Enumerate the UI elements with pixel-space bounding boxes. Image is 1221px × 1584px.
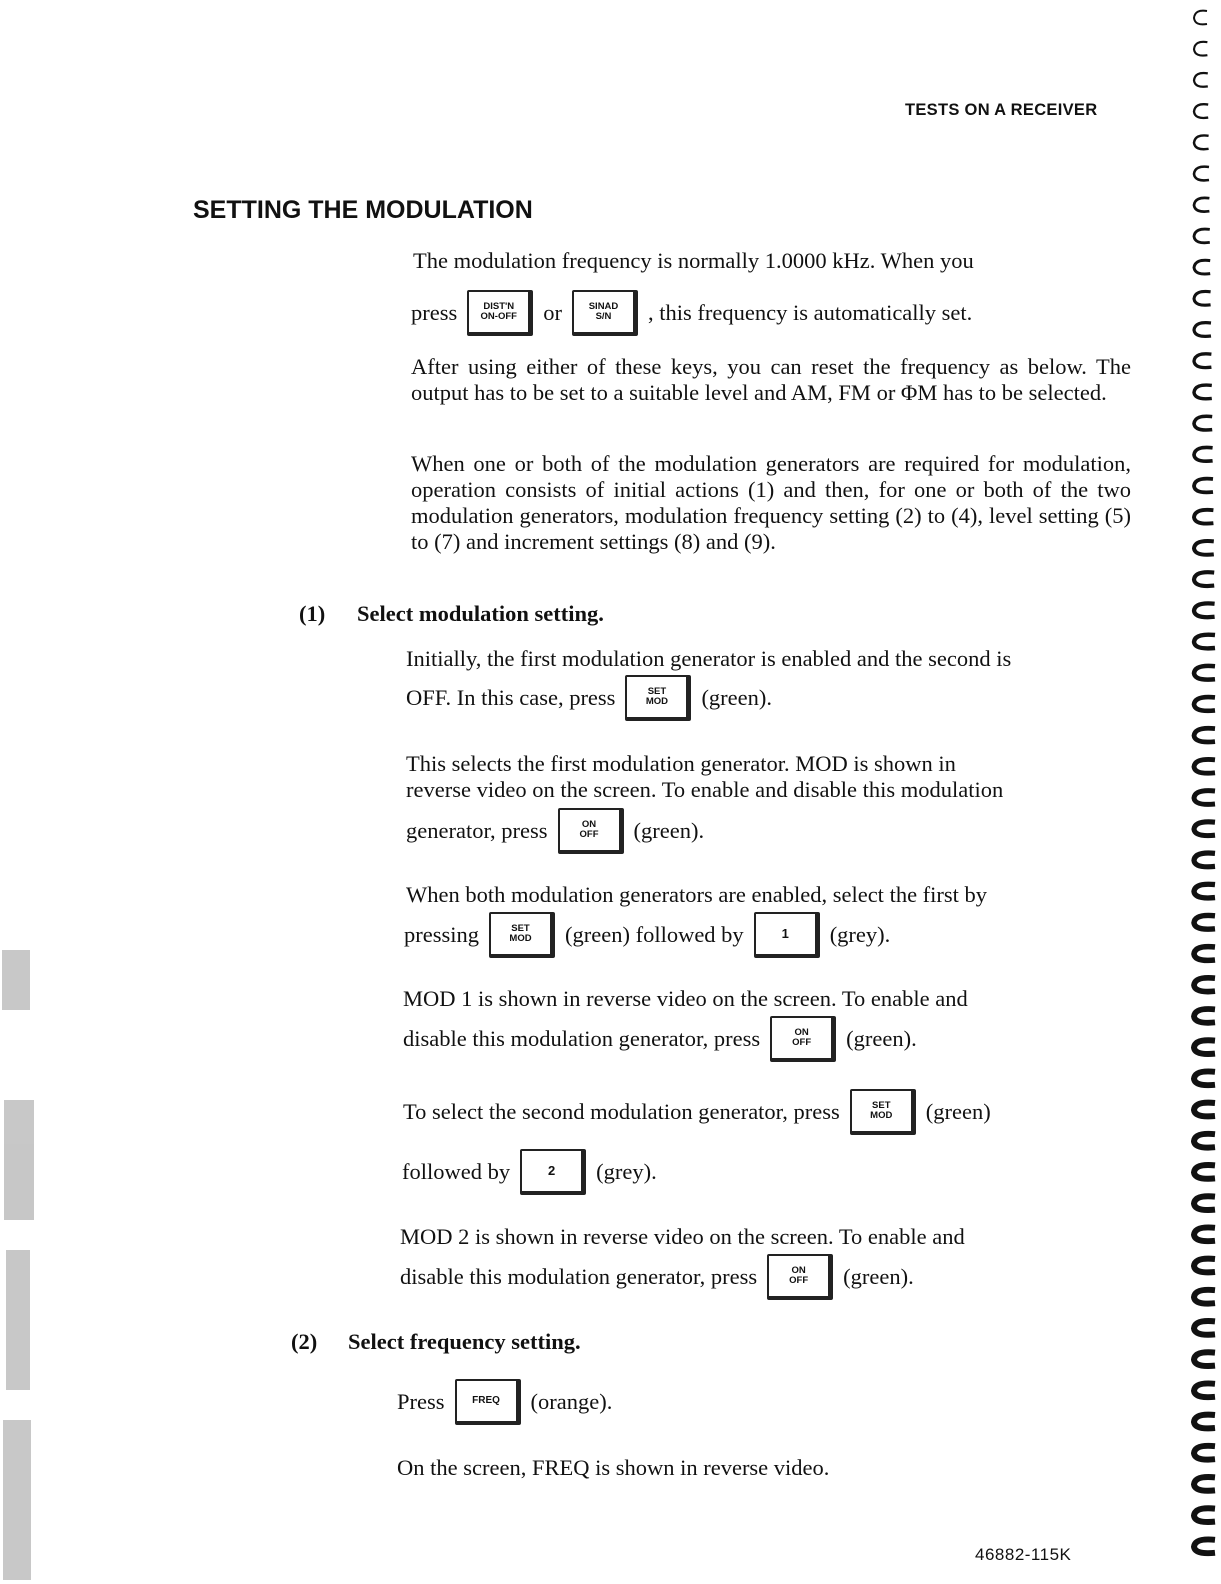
binding-ring	[1194, 1477, 1215, 1491]
step1-b-line-3: generator, press ON OFF (green).	[406, 808, 704, 854]
binding-ring	[1194, 354, 1211, 368]
step1-b-line-2: reverse video on the screen. To enable and disable this modulation	[406, 777, 1004, 802]
binding-ring	[1194, 791, 1215, 805]
binding-ring	[1194, 947, 1215, 961]
binding-ring	[1194, 759, 1215, 773]
binding-ring	[1194, 1134, 1215, 1148]
binding-ring	[1194, 104, 1208, 118]
binding-ring	[1194, 385, 1212, 399]
step1-d-line-2: disable this modulation generator, press ON OFF (green).	[403, 1016, 917, 1062]
binding-marks	[1181, 0, 1217, 1584]
binding-ring	[1194, 1446, 1215, 1460]
on-off-key: ON OFF	[767, 1254, 833, 1300]
binding-ring	[1194, 260, 1210, 274]
intro-key-line	[411, 290, 972, 336]
step1-d-line-1: MOD 1 is shown in reverse video on the screen. To enable and	[403, 986, 968, 1011]
binding-ring	[1194, 1539, 1215, 1553]
scan-noise-left	[0, 920, 40, 1584]
binding-ring	[1194, 1165, 1215, 1179]
set-mod-key: SET MOD	[850, 1089, 916, 1135]
binding-ring	[1194, 510, 1213, 524]
binding-ring	[1194, 73, 1208, 87]
intro-rest: , this frequency is automatically set.	[648, 300, 973, 325]
intro-paragraph-generators: When one or both of the modulation generators are required for modulation, operation consists of initial actions (1) and then, for one or both of the two modulation generators, modulation frequency setting (2) to (4), level setting (5) to (7) and increment settings (8) and (9).	[411, 451, 1131, 554]
binding-ring	[1194, 853, 1215, 867]
distn-on-off-key: DIST'N ON-OFF	[467, 290, 533, 336]
binding-ring	[1194, 884, 1215, 898]
binding-ring	[1194, 572, 1214, 586]
binding-ring	[1194, 697, 1215, 711]
step2-note: On the screen, FREQ is shown in reverse video.	[397, 1455, 830, 1480]
press-word: press	[411, 300, 458, 325]
step1-f-line-1: MOD 2 is shown in reverse video on the screen. To enable and	[400, 1224, 965, 1249]
document-code: 46882-115K	[975, 1545, 1072, 1564]
step-1-number: (1)	[299, 601, 326, 626]
binding-ring	[1194, 1415, 1215, 1429]
binding-ring	[1194, 728, 1215, 742]
binding-ring	[1194, 915, 1215, 929]
numeric-key-1: 1	[754, 912, 820, 958]
intro-text: The modulation frequency is normally 1.0000 kHz. When you	[413, 248, 974, 273]
step-2-heading	[291, 1329, 581, 1355]
binding-ring	[1194, 479, 1213, 493]
step1-c-line-1: When both modulation generators are enabled, select the first by	[406, 882, 988, 907]
binding-ring	[1194, 42, 1207, 56]
binding-ring	[1194, 1321, 1215, 1335]
step-2-number: (2)	[291, 1329, 318, 1354]
on-off-key: ON OFF	[770, 1016, 836, 1062]
binding-ring	[1194, 1040, 1215, 1054]
binding-ring	[1194, 291, 1211, 305]
intro-paragraph-reset: After using either of these keys, you can reset the frequency as below. The output has to be set to a suitable level and AM, FM or ΦM has to be selected.	[411, 354, 1131, 405]
step2-press-line: Press FREQ (orange).	[397, 1379, 612, 1425]
binding-ring	[1194, 198, 1209, 212]
sinad-sn-key: SINAD S/N	[572, 290, 638, 336]
binding-ring	[1194, 978, 1215, 992]
binding-ring	[1194, 1383, 1215, 1397]
binding-ring	[1194, 541, 1214, 555]
binding-ring	[1194, 1290, 1215, 1304]
binding-ring	[1194, 666, 1215, 680]
binding-ring	[1194, 822, 1215, 836]
step-1-heading	[299, 601, 604, 627]
numeric-key-2: 2	[520, 1149, 586, 1195]
binding-ring	[1194, 1259, 1215, 1273]
binding-ring	[1194, 1352, 1215, 1366]
set-mod-key: SET MOD	[625, 675, 691, 721]
step1-e-line-1: To select the second modulation generator, press SET MOD (green)	[403, 1089, 991, 1135]
step1-a-line-1: Initially, the first modulation generator is enabled and the second is	[406, 646, 1012, 671]
binding-ring	[1194, 1196, 1215, 1210]
or-word: or	[543, 300, 562, 325]
step1-b-line-1: This selects the first modulation generator. MOD is shown in	[406, 751, 956, 776]
step-2-title: Select frequency setting.	[348, 1329, 581, 1354]
intro-line-1	[413, 248, 974, 274]
binding-ring	[1194, 135, 1209, 149]
binding-ring	[1194, 1009, 1215, 1023]
binding-ring	[1194, 416, 1212, 430]
binding-ring	[1194, 1103, 1215, 1117]
binding-ring	[1194, 603, 1215, 617]
step1-c-line-2: pressing SET MOD (green) followed by 1 (grey).	[404, 912, 890, 958]
binding-ring	[1194, 447, 1213, 461]
binding-ring	[1194, 323, 1211, 337]
binding-ring	[1194, 167, 1209, 181]
binding-ring	[1194, 1508, 1215, 1522]
binding-ring	[1194, 1227, 1215, 1241]
step1-f-line-2: disable this modulation generator, press ON OFF (green).	[400, 1254, 914, 1300]
step-1-title: Select modulation setting.	[357, 601, 604, 626]
freq-key: FREQ	[455, 1379, 521, 1425]
step1-a-line-2: OFF. In this case, press SET MOD (green).	[406, 675, 772, 721]
set-mod-key: SET MOD	[489, 912, 555, 958]
binding-ring	[1194, 11, 1207, 25]
on-off-key: ON OFF	[558, 808, 624, 854]
binding-ring	[1194, 229, 1210, 243]
step1-e-line-2: followed by 2 (grey).	[402, 1149, 657, 1195]
binding-ring	[1194, 1071, 1215, 1085]
section-heading: SETTING THE MODULATION	[193, 196, 533, 224]
running-header: TESTS ON A RECEIVER	[905, 101, 1098, 119]
binding-ring	[1194, 635, 1215, 649]
